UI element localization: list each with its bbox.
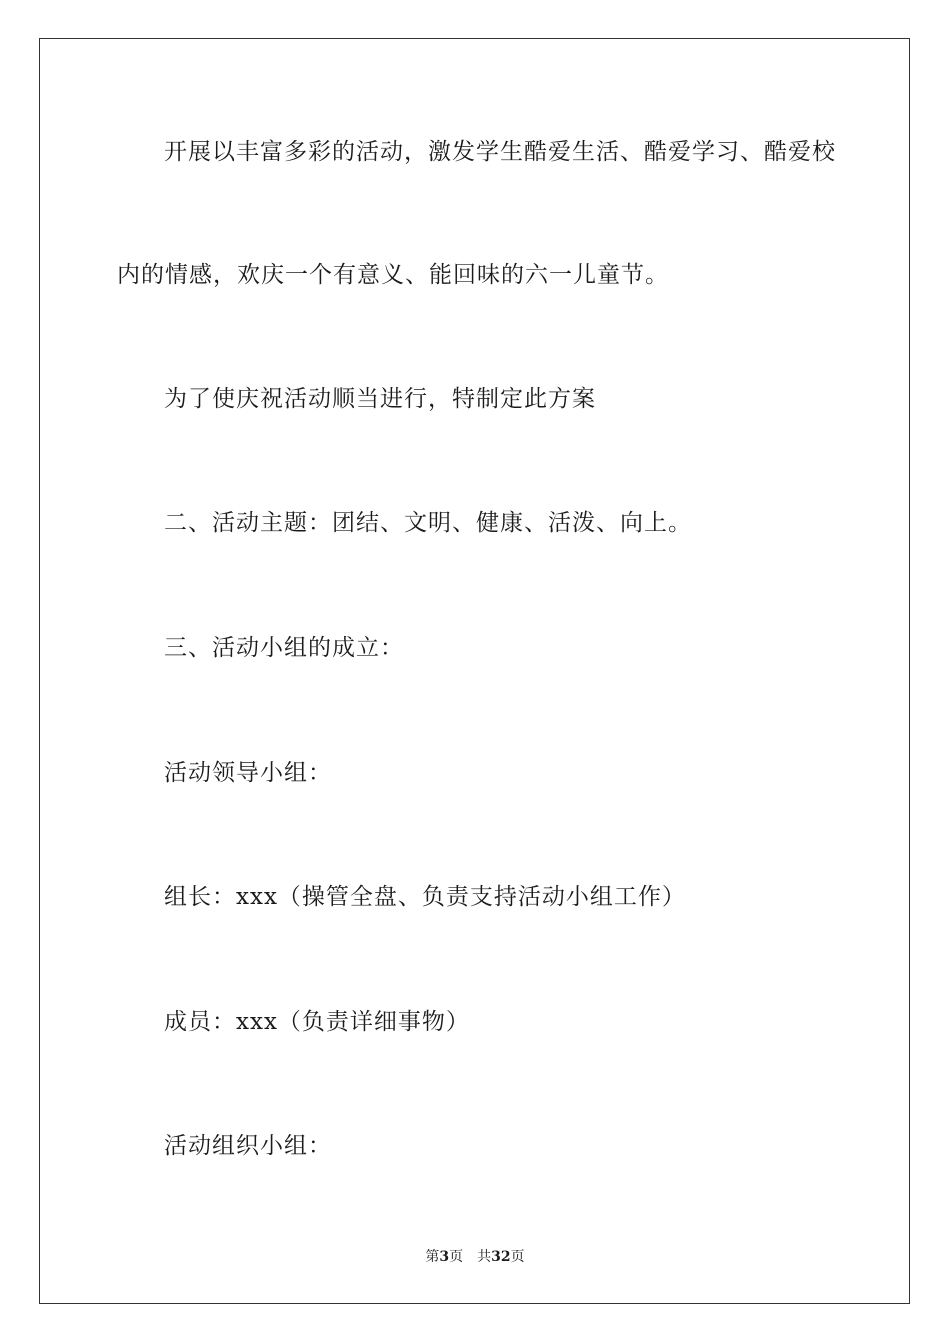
section-heading-groups: 三、活动小组的成立：: [164, 635, 404, 661]
footer-total-pages: 32: [491, 1249, 511, 1265]
footer-page-suffix: 页: [449, 1249, 464, 1265]
page-border: [39, 38, 910, 1304]
group-leader-line: 组长：xxx（操管全盘、负责支持活动小组工作）: [164, 884, 686, 910]
group-member-line: 成员：xxx（负责详细事物）: [164, 1009, 470, 1035]
organizing-group-label: 活动组织小组：: [164, 1133, 332, 1159]
section-heading-theme: 二、活动主题：团结、文明、健康、活泼、向上。: [164, 510, 692, 536]
paragraph-line-2: 内的情感，欢庆一个有意义、能回味的六一儿童节。: [117, 262, 669, 288]
leadership-group-label: 活动领导小组：: [164, 760, 332, 786]
footer-total-suffix: 页: [510, 1249, 525, 1265]
footer-total-prefix: 共: [477, 1249, 492, 1265]
page-footer: [0, 1248, 950, 1266]
paragraph-line-1: 开展以丰富多彩的活动，激发学生酷爱生活、酷爱学习、酷爱校: [164, 139, 836, 165]
paragraph-line-3: 为了使庆祝活动顺当进行，特制定此方案: [164, 386, 596, 412]
footer-page-number: 3: [439, 1249, 450, 1265]
footer-page-prefix: 第: [425, 1249, 440, 1265]
